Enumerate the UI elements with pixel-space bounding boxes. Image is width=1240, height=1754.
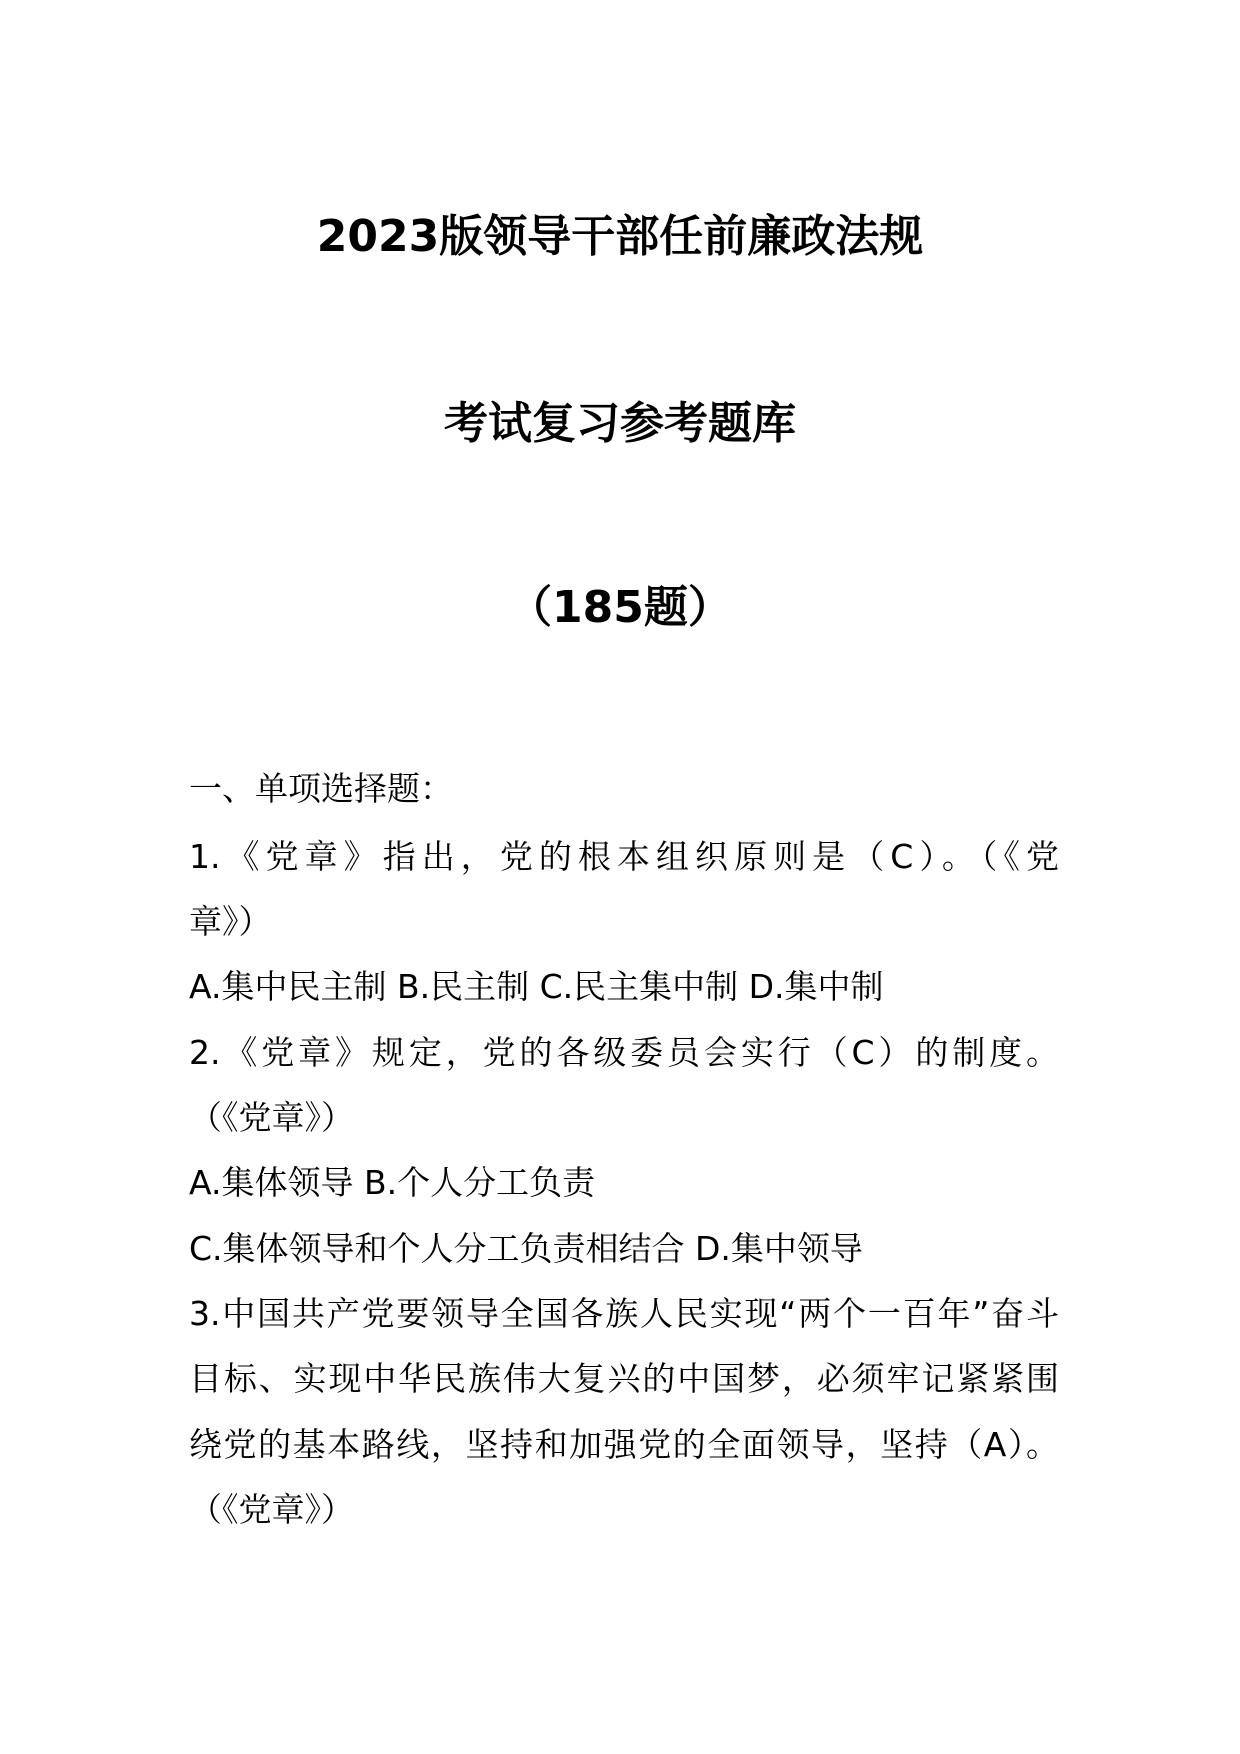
question-text: 目标、实现中华民族伟大复兴的中国梦，必须牢记紧紧围 <box>189 1359 1059 1398</box>
question-text: 1.《党章》指出，党的根本组织原则是（C）。（《党 <box>189 837 1059 876</box>
document-title-line-2: 考试复习参考题库 <box>444 398 796 449</box>
question-text: （《党章》） <box>189 1098 354 1137</box>
document-title-line-1: 2023版领导干部任前廉政法规 <box>316 211 924 262</box>
question-text: 绕党的基本路线，坚持和加强党的全面领导，坚持（A）。 <box>189 1425 1059 1464</box>
answer-options: A.集中民主制 B.民主制 C.民主集中制 D.集中制 <box>189 967 884 1006</box>
question-count: （185题） <box>508 582 732 633</box>
answer-options: A.集体领导 B.个人分工负责 <box>189 1163 596 1202</box>
section-heading: 一、单项选择题： <box>189 769 453 808</box>
question-text: 章》） <box>189 902 272 941</box>
question-text: 2.《党章》规定，党的各级委员会实行（C）的制度。 <box>189 1033 1059 1072</box>
question-text: （《党章》） <box>189 1490 354 1529</box>
question-text: 3.中国共产党要领导全国各族人民实现“两个一百年”奋斗 <box>189 1294 1059 1333</box>
answer-options: C.集体领导和个人分工负责相结合 D.集中领导 <box>189 1229 863 1268</box>
